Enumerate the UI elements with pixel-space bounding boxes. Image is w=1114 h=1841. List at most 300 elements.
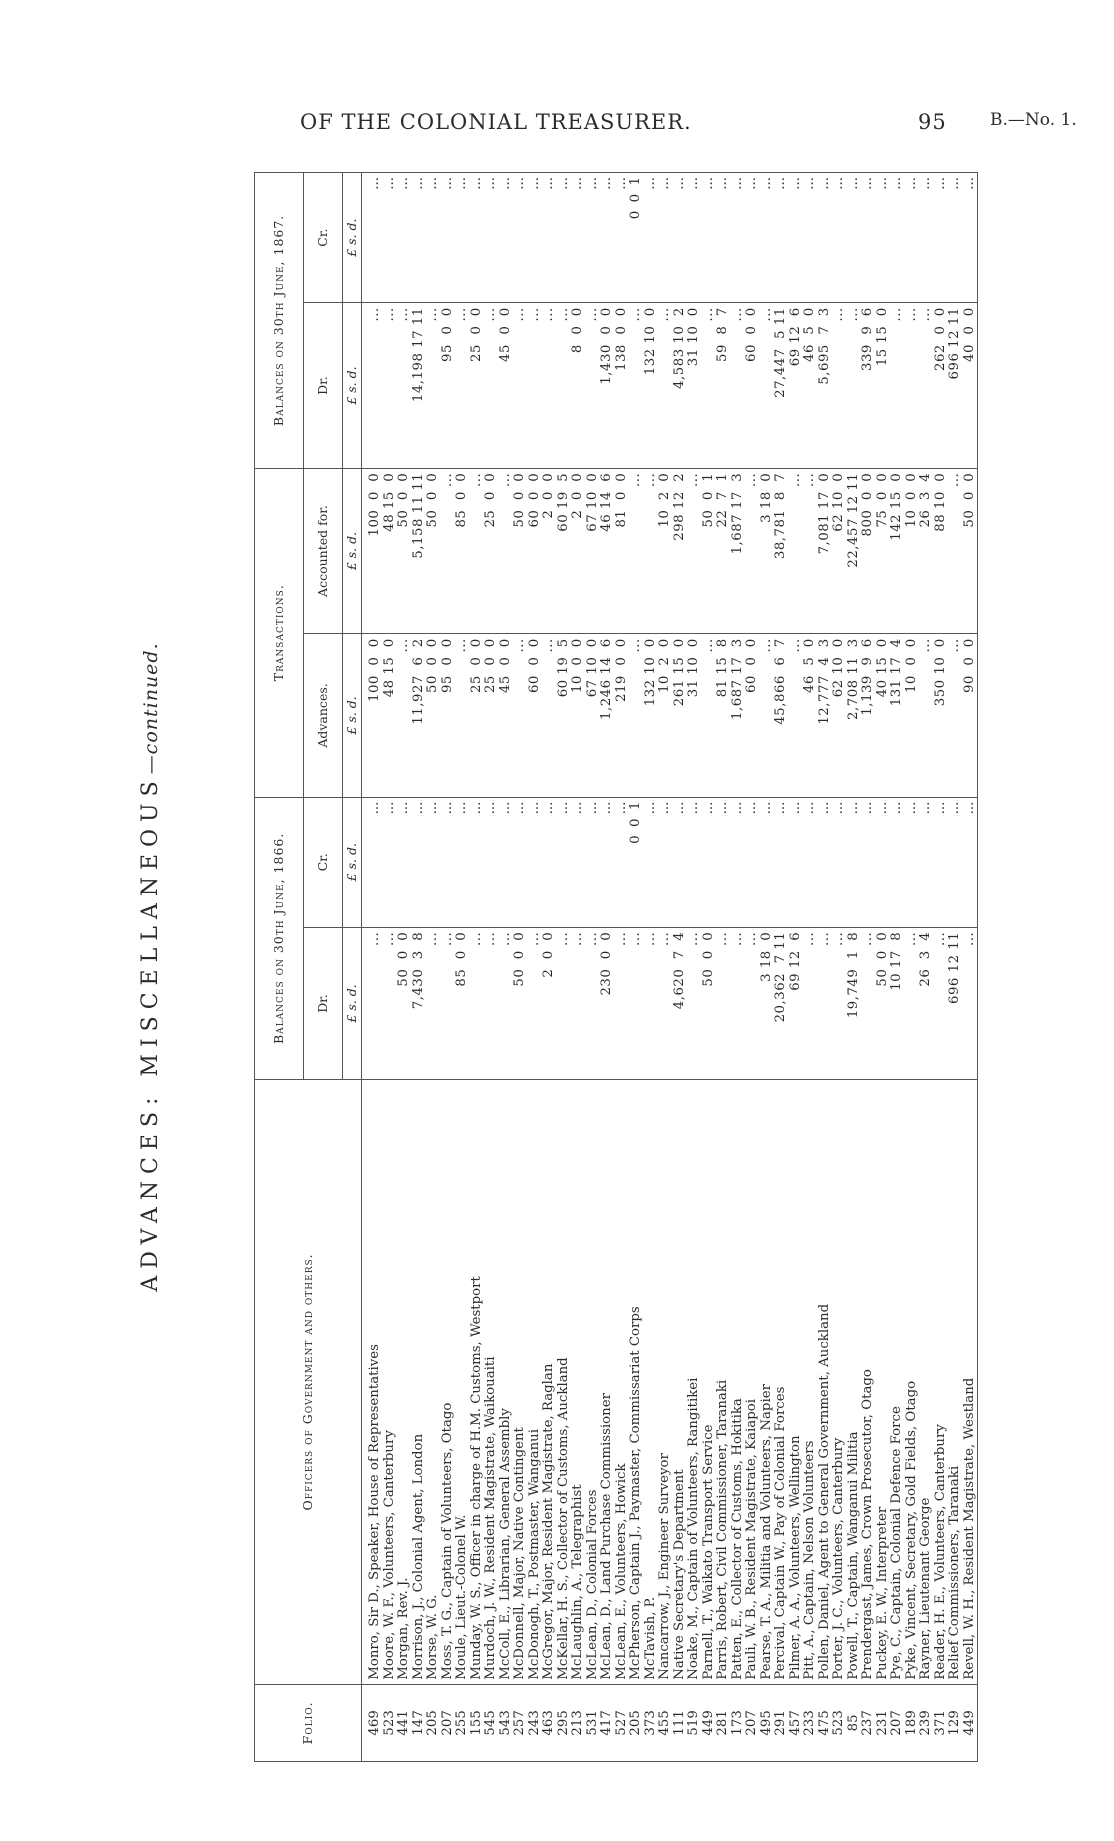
table-row (890, 173, 905, 1762)
officer-name-cell: Munday, W. S., Officer in charge of H.M. Customs, Westport (470, 1080, 485, 1685)
cr-1866-cell: ... (673, 797, 688, 927)
dr-1867-cell: 262 0 0 (934, 303, 949, 469)
folio-cell: 129 (948, 1684, 963, 1761)
cr-1866-cell: ... (571, 797, 586, 927)
currency-label: £ s. d. (343, 468, 362, 634)
cr-1866-cell: ... (919, 797, 934, 927)
officer-name-cell: Revell, W. H., Resident Magistrate, Westland (963, 1080, 978, 1685)
officer-name-cell: Pyke, Vincent, Secretary, Gold Fields, Otago (905, 1080, 920, 1685)
folio-cell: 527 (615, 1684, 630, 1761)
advances-cell: ... (760, 634, 775, 797)
table-row (832, 173, 847, 1762)
dr-1866-cell: 696 12 11 (948, 927, 963, 1079)
officer-name-cell: Prendergast, James, Crown Prosecutor, Otago (861, 1080, 876, 1685)
advances-cell: 46 5 0 (803, 634, 818, 797)
dr-1866-cell: 50 0 0 (876, 927, 891, 1079)
accounted-for-cell: 75 0 0 (876, 468, 891, 634)
table-title (138, 172, 163, 1762)
officer-name-cell: Native Secretary's Department (673, 1080, 688, 1685)
cr-1866-cell: ... (905, 797, 920, 927)
dr-1867-cell: 339 9 6 (861, 303, 876, 469)
dr-1866-cell: 26 3 4 (919, 927, 934, 1079)
table-row (412, 173, 427, 1762)
cr-1867-cell: ... (383, 173, 398, 303)
folio-cell: 455 (658, 1684, 673, 1761)
col-folio: Folio. (255, 1684, 362, 1761)
folio-cell: 441 (397, 1684, 412, 1761)
table-title-main: ADVANCES: MISCELLANEOUS (138, 774, 163, 1292)
currency-label: £ s. d. (343, 303, 362, 469)
officer-name-cell: McKellar, H. S., Collector of Customs, Auckland (557, 1080, 572, 1685)
accounted-for-cell: 50 0 0 (397, 468, 412, 634)
table-row (934, 173, 949, 1762)
dr-1867-cell: ... (658, 303, 673, 469)
accounted-for-cell: 46 14 6 (600, 468, 615, 634)
ledger-body (362, 173, 978, 1762)
accounted-for-cell: ... (948, 468, 963, 634)
cr-1867-cell: ... (789, 173, 804, 303)
page-number: 95 (918, 110, 947, 134)
dr-1867-cell: 8 0 0 (571, 303, 586, 469)
col-transactions: Transactions. (255, 468, 304, 797)
dr-1866-cell: ... (934, 927, 949, 1079)
advances-cell: ... (455, 634, 470, 797)
advances-cell: ... (789, 634, 804, 797)
folio-cell: 255 (455, 1684, 470, 1761)
dr-1867-cell: ... (905, 303, 920, 469)
dr-1866-cell: 7,430 3 8 (412, 927, 427, 1079)
cr-1866-cell: ... (745, 797, 760, 927)
table-row (615, 173, 630, 1762)
table-row (905, 173, 920, 1762)
dr-1866-cell: ... (426, 927, 441, 1079)
accounted-for-cell: 60 0 0 (528, 468, 543, 634)
officer-name-cell: Morgan, Rev. J. (397, 1080, 412, 1685)
cr-1867-cell: 0 0 1 (629, 173, 644, 303)
accounted-for-cell: 62 10 0 (832, 468, 847, 634)
col-dr-1867: Dr. (304, 303, 343, 469)
advances-cell: ... (919, 634, 934, 797)
cr-1867-cell: ... (615, 173, 630, 303)
cr-1867-cell: ... (702, 173, 717, 303)
cr-1867-cell: ... (876, 173, 891, 303)
table-row (629, 173, 644, 1762)
cr-1866-cell: ... (789, 797, 804, 927)
dr-1867-cell: 15 15 0 (876, 303, 891, 469)
officer-name-cell: Parris, Robert, Civil Commissioner, Taranaki (716, 1080, 731, 1685)
table-row (513, 173, 528, 1762)
cr-1867-cell: ... (818, 173, 833, 303)
dr-1867-cell: 95 0 0 (441, 303, 456, 469)
advances-cell: ... (513, 634, 528, 797)
accounted-for-cell: ... (629, 468, 644, 634)
accounted-for-cell: 3 18 0 (760, 468, 775, 634)
folio-cell: 457 (789, 1684, 804, 1761)
folio-cell: 231 (876, 1684, 891, 1761)
officer-name-cell: Percival, Captain W., Pay of Colonial Forces (774, 1080, 789, 1685)
folio-cell: 463 (542, 1684, 557, 1761)
dr-1867-cell: ... (542, 303, 557, 469)
folio-cell: 281 (716, 1684, 731, 1761)
col-balances-1867: Balances on 30th June, 1867. (255, 173, 304, 469)
accounted-for-cell: 50 0 1 (702, 468, 717, 634)
folio-cell: 291 (774, 1684, 789, 1761)
accounted-for-cell: 10 2 0 (658, 468, 673, 634)
officer-name-cell: Pitt, A., Captain, Nelson Volunteers (803, 1080, 818, 1685)
table-row (600, 173, 615, 1762)
cr-1867-cell: ... (745, 173, 760, 303)
accounted-for-cell: 800 0 0 (861, 468, 876, 634)
dr-1866-cell: ... (803, 927, 818, 1079)
table-row (586, 173, 601, 1762)
accounted-for-cell: 50 0 0 (513, 468, 528, 634)
table-row (542, 173, 557, 1762)
dr-1867-cell: ... (586, 303, 601, 469)
cr-1867-cell: ... (760, 173, 775, 303)
cr-1867-cell: ... (600, 173, 615, 303)
table-row (847, 173, 862, 1762)
dr-1866-cell: 50 0 0 (702, 927, 717, 1079)
cr-1867-cell: ... (905, 173, 920, 303)
cr-1866-cell: ... (412, 797, 427, 927)
cr-1867-cell: ... (948, 173, 963, 303)
folio-cell: 495 (760, 1684, 775, 1761)
cr-1867-cell: ... (455, 173, 470, 303)
officer-name-cell: Pye, C., Captain, Colonial Defence Force (890, 1080, 905, 1685)
table-row (484, 173, 499, 1762)
cr-1866-cell: ... (455, 797, 470, 927)
dr-1867-cell: 25 0 0 (470, 303, 485, 469)
officer-name-cell: Pauli, W. B., Resident Magistrate, Kaiapoi (745, 1080, 760, 1685)
table-row (687, 173, 702, 1762)
officer-name-cell: Murdoch, J. W., Resident Magistrate, Waikouaiti (484, 1080, 499, 1685)
folio-cell: 205 (426, 1684, 441, 1761)
cr-1866-cell: ... (470, 797, 485, 927)
dr-1867-cell: 5,695 7 3 (818, 303, 833, 469)
table-row (426, 173, 441, 1762)
accounted-for-cell: ... (745, 468, 760, 634)
cr-1866-cell: ... (484, 797, 499, 927)
cr-1867-cell: ... (362, 173, 383, 303)
dr-1866-cell: ... (470, 927, 485, 1079)
cr-1867-cell: ... (890, 173, 905, 303)
dr-1866-cell: ... (484, 927, 499, 1079)
officer-name-cell: Relief Commissioners, Taranaki (948, 1080, 963, 1685)
dr-1866-cell: ... (963, 927, 978, 1079)
advances-cell: 100 0 0 (362, 634, 383, 797)
advances-cell: 10 0 0 (571, 634, 586, 797)
folio-cell: 233 (803, 1684, 818, 1761)
advances-cell: 60 0 0 (528, 634, 543, 797)
dr-1866-cell: ... (644, 927, 659, 1079)
accounted-for-cell: 26 3 4 (919, 468, 934, 634)
folio-cell: 111 (673, 1684, 688, 1761)
folio-cell: 207 (890, 1684, 905, 1761)
accounted-for-cell: 1,687 17 3 (731, 468, 746, 634)
advances-cell: 95 0 0 (441, 634, 456, 797)
dr-1867-cell: 4,583 10 2 (673, 303, 688, 469)
officer-name-cell: Puckey, E. W., Interpreter (876, 1080, 891, 1685)
advances-cell: 45 0 0 (499, 634, 514, 797)
dr-1866-cell: ... (557, 927, 572, 1079)
cr-1867-cell: ... (832, 173, 847, 303)
folio-cell: 239 (919, 1684, 934, 1761)
cr-1867-cell: ... (731, 173, 746, 303)
officer-name-cell: McLean, D., Land Purchase Commissioner (600, 1080, 615, 1685)
advances-cell: 31 10 0 (687, 634, 702, 797)
folio-cell: 469 (362, 1684, 383, 1761)
cr-1867-cell: ... (861, 173, 876, 303)
dr-1867-cell: ... (383, 303, 398, 469)
table-row (658, 173, 673, 1762)
dr-1867-cell: ... (731, 303, 746, 469)
accounted-for-cell: 50 0 0 (426, 468, 441, 634)
cr-1867-cell: ... (644, 173, 659, 303)
accounted-for-cell: 2 0 0 (571, 468, 586, 634)
officer-name-cell: McTavish, P. (644, 1080, 659, 1685)
accounted-for-cell: 48 15 0 (383, 468, 398, 634)
officer-name-cell: Moule, Lieut.-Colonel W. (455, 1080, 470, 1685)
accounted-for-cell: 142 15 0 (890, 468, 905, 634)
dr-1866-cell: 50 0 0 (397, 927, 412, 1079)
accounted-for-cell: 60 19 5 (557, 468, 572, 634)
cr-1866-cell: ... (557, 797, 572, 927)
table-row (557, 173, 572, 1762)
cr-1867-cell: ... (658, 173, 673, 303)
col-balances-1866: Balances on 30th June, 1866. (255, 797, 304, 1079)
accounted-for-cell: 50 0 0 (963, 468, 978, 634)
officer-name-cell: McDonogh, T., Postmaster, Wanganui (528, 1080, 543, 1685)
table-row (397, 173, 412, 1762)
dr-1867-cell: 45 0 0 (499, 303, 514, 469)
table-title-suffix: —continued. (140, 642, 162, 775)
cr-1867-cell: ... (586, 173, 601, 303)
cr-1866-cell: ... (687, 797, 702, 927)
accounted-for-cell: 100 0 0 (362, 468, 383, 634)
folio-cell: 189 (905, 1684, 920, 1761)
advances-cell: 132 10 0 (644, 634, 659, 797)
table-row (673, 173, 688, 1762)
dr-1866-cell: ... (615, 927, 630, 1079)
advances-cell: 60 19 5 (557, 634, 572, 797)
table-row (571, 173, 586, 1762)
dr-1866-cell: ... (362, 927, 383, 1079)
dr-1866-cell: ... (745, 927, 760, 1079)
accounted-for-cell: 81 0 0 (615, 468, 630, 634)
advances-cell: 81 15 8 (716, 634, 731, 797)
folio-cell: 243 (528, 1684, 543, 1761)
accounted-for-cell: 67 10 0 (586, 468, 601, 634)
folio-cell: 523 (383, 1684, 398, 1761)
folio-cell: 543 (499, 1684, 514, 1761)
dr-1867-cell: 40 0 0 (963, 303, 978, 469)
accounted-for-cell: ... (441, 468, 456, 634)
folio-cell: 531 (586, 1684, 601, 1761)
advances-cell: 1,687 17 3 (731, 634, 746, 797)
table-row (963, 173, 978, 1762)
officer-name-cell: McColl, E., Librarian, General Assembly (499, 1080, 514, 1685)
officer-name-cell: Moore, W. F., Volunteers, Canterbury (383, 1080, 398, 1685)
accounted-for-cell: 2 0 0 (542, 468, 557, 634)
advances-cell: 45,866 6 7 (774, 634, 789, 797)
dr-1867-cell: ... (629, 303, 644, 469)
officer-name-cell: Patten, E., Collector of Customs, Hokitika (731, 1080, 746, 1685)
accounted-for-cell: 10 0 0 (905, 468, 920, 634)
folio-cell: 295 (557, 1684, 572, 1761)
dr-1866-cell: 50 0 0 (513, 927, 528, 1079)
currency-label: £ s. d. (343, 634, 362, 797)
folio-cell: 545 (484, 1684, 499, 1761)
cr-1867-cell: ... (397, 173, 412, 303)
cr-1866-cell: ... (397, 797, 412, 927)
advances-cell: ... (542, 634, 557, 797)
table-row (716, 173, 731, 1762)
dr-1867-cell: ... (362, 303, 383, 469)
table-row (789, 173, 804, 1762)
currency-label: £ s. d. (343, 797, 362, 927)
dr-1867-cell: ... (426, 303, 441, 469)
dr-1866-cell: ... (441, 927, 456, 1079)
accounted-for-cell: 38,781 8 7 (774, 468, 789, 634)
cr-1866-cell: ... (963, 797, 978, 927)
folio-cell: 237 (861, 1684, 876, 1761)
advances-cell: 10 2 0 (658, 634, 673, 797)
table-row (702, 173, 717, 1762)
officer-name-cell: Noake, M., Captain of Volunteers, Rangitikei (687, 1080, 702, 1685)
dr-1867-cell: ... (890, 303, 905, 469)
cr-1867-cell: ... (847, 173, 862, 303)
advances-cell: 350 10 0 (934, 634, 949, 797)
accounted-for-cell: 5,158 11 11 (412, 468, 427, 634)
dr-1866-cell: 85 0 0 (455, 927, 470, 1079)
cr-1866-cell: ... (948, 797, 963, 927)
officer-name-cell: McDonnell, Major, Native Contingent (513, 1080, 528, 1685)
folio-cell: 373 (644, 1684, 659, 1761)
cr-1866-cell: ... (615, 797, 630, 927)
cr-1867-cell: ... (774, 173, 789, 303)
accounted-for-cell: 22 7 1 (716, 468, 731, 634)
dr-1867-cell: ... (397, 303, 412, 469)
dr-1867-cell: 138 0 0 (615, 303, 630, 469)
folio-cell: 519 (687, 1684, 702, 1761)
cr-1867-cell: ... (426, 173, 441, 303)
table-row (774, 173, 789, 1762)
cr-1866-cell: ... (528, 797, 543, 927)
accounted-for-cell: 25 0 0 (484, 468, 499, 634)
dr-1867-cell: ... (557, 303, 572, 469)
dr-1866-cell: 3 18 0 (760, 927, 775, 1079)
advances-cell: 25 0 0 (484, 634, 499, 797)
dr-1867-cell: ... (847, 303, 862, 469)
accounted-for-cell: 88 10 0 (934, 468, 949, 634)
currency-label: £ s. d. (343, 173, 362, 303)
officer-name-cell: McLean, D., Colonial Forces (586, 1080, 601, 1685)
officer-name-cell: Nancarrow, J., Engineer Surveyor (658, 1080, 673, 1685)
advances-cell: 90 0 0 (963, 634, 978, 797)
dr-1866-cell: ... (658, 927, 673, 1079)
cr-1867-cell: ... (673, 173, 688, 303)
cr-1867-cell: ... (557, 173, 572, 303)
advances-cell: ... (397, 634, 412, 797)
dr-1866-cell: ... (731, 927, 746, 1079)
folio-cell: 207 (441, 1684, 456, 1761)
col-dr-1866: Dr. (304, 927, 343, 1079)
table-row (470, 173, 485, 1762)
cr-1867-cell: ... (470, 173, 485, 303)
cr-1866-cell: ... (861, 797, 876, 927)
dr-1866-cell: ... (571, 927, 586, 1079)
dr-1867-cell: ... (484, 303, 499, 469)
cr-1867-cell: ... (803, 173, 818, 303)
accounted-for-cell: 22,457 12 11 (847, 468, 862, 634)
officer-name-cell: Morse, W. G. (426, 1080, 441, 1685)
dr-1866-cell: 2 0 0 (542, 927, 557, 1079)
officer-name-cell: McPherson, Captain J., Paymaster, Commissariat Corps (629, 1080, 644, 1685)
folio-cell: 207 (745, 1684, 760, 1761)
col-advances: Advances. (304, 634, 343, 797)
officer-name-cell: Pollen, Daniel, Agent to General Government, Auckland (818, 1080, 833, 1685)
advances-cell: 62 10 0 (832, 634, 847, 797)
dr-1866-cell: 20,362 7 11 (774, 927, 789, 1079)
dr-1867-cell: 132 10 0 (644, 303, 659, 469)
dr-1866-cell: ... (528, 927, 543, 1079)
officer-name-cell: Monro, Sir D., Speaker, House of Representatives (362, 1080, 383, 1685)
dr-1867-cell: ... (832, 303, 847, 469)
officer-name-cell: Moss, T. G., Captain of Volunteers, Otago (441, 1080, 456, 1685)
table-row (818, 173, 833, 1762)
table-row (383, 173, 398, 1762)
table-row (528, 173, 543, 1762)
dr-1866-cell: 230 0 0 (600, 927, 615, 1079)
dr-1866-cell: 4,620 7 4 (673, 927, 688, 1079)
cr-1867-cell: ... (963, 173, 978, 303)
officer-name-cell: Parnell, T., Waikato Transport Service (702, 1080, 717, 1685)
folio-cell: 173 (731, 1684, 746, 1761)
cr-1867-cell: ... (571, 173, 586, 303)
table-row (362, 173, 383, 1762)
dr-1867-cell: ... (513, 303, 528, 469)
table-row (919, 173, 934, 1762)
cr-1866-cell: ... (847, 797, 862, 927)
cr-1866-cell: 0 0 1 (629, 797, 644, 927)
folio-cell: 257 (513, 1684, 528, 1761)
dr-1867-cell: ... (528, 303, 543, 469)
dr-1867-cell: 696 12 11 (948, 303, 963, 469)
cr-1866-cell: ... (600, 797, 615, 927)
cr-1867-cell: ... (919, 173, 934, 303)
folio-cell: 155 (470, 1684, 485, 1761)
advances-cell: ... (702, 634, 717, 797)
folio-cell: 85 (847, 1684, 862, 1761)
dr-1866-cell: 10 17 8 (890, 927, 905, 1079)
cr-1867-cell: ... (716, 173, 731, 303)
dr-1867-cell: 14,198 17 11 (412, 303, 427, 469)
officer-name-cell: McLaughlin, A., Telegraphist (571, 1080, 586, 1685)
advances-cell: 1,139 9 6 (861, 634, 876, 797)
dr-1866-cell: ... (716, 927, 731, 1079)
folio-cell: 523 (832, 1684, 847, 1761)
rotated-table-sheet (118, 172, 977, 1762)
table-row (441, 173, 456, 1762)
cr-1866-cell: ... (383, 797, 398, 927)
dr-1866-cell: ... (499, 927, 514, 1079)
officer-name-cell: Porter, J. C., Volunteers, Canterbury (832, 1080, 847, 1685)
cr-1866-cell: ... (586, 797, 601, 927)
cr-1867-cell: ... (499, 173, 514, 303)
accounted-for-cell: ... (687, 468, 702, 634)
dr-1867-cell: ... (455, 303, 470, 469)
advances-cell: 11,927 6 2 (412, 634, 427, 797)
